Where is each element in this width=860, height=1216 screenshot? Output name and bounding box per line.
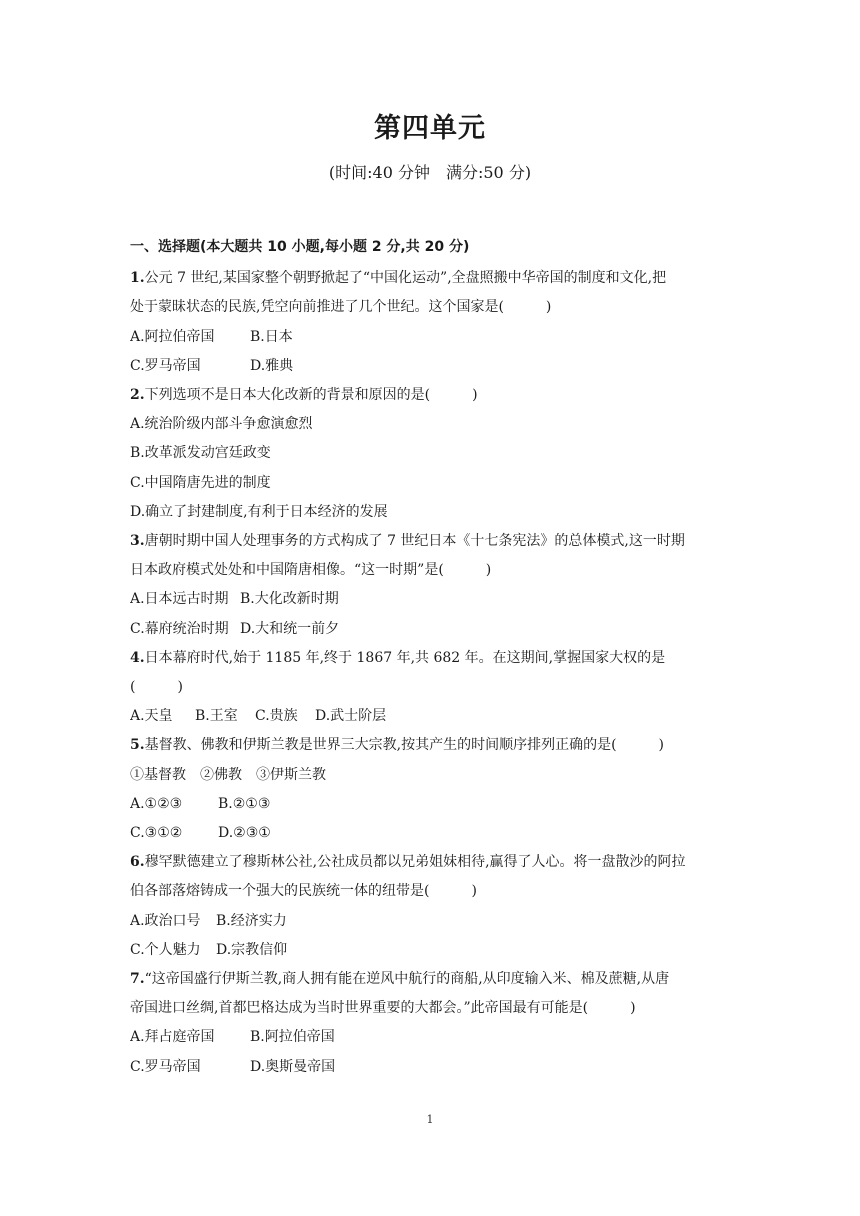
question-1 — [130, 264, 732, 381]
page-number: 1 — [426, 1113, 434, 1126]
question-number: 5. — [130, 737, 145, 754]
page-subtitle: (时间:40 分钟 满分:50 分) — [328, 163, 532, 182]
question-stem-line: “这帝国盛行伊斯兰教,商人拥有能在逆风中航行的商船,从印度输入米、棉及蔗糖,从唐 — [144, 971, 670, 988]
option-d: D.大和统一前夕 — [240, 620, 340, 637]
question-stem-line: ( ) — [130, 679, 183, 696]
question-number: 2. — [130, 387, 145, 404]
question-6 — [130, 848, 732, 965]
option-b: B.②①③ — [218, 795, 271, 812]
question-number: 6. — [130, 854, 145, 871]
question-7 — [130, 965, 732, 1082]
option-d: D.确立了封建制度,有利于日本经济的发展 — [130, 503, 388, 520]
option-a: A.阿拉伯帝国 — [130, 328, 215, 345]
option-a: A.统治阶级内部斗争愈演愈烈 — [130, 416, 313, 433]
question-5 — [130, 731, 732, 848]
question-stem-line: 处于蒙昧状态的民族,凭空向前推进了几个世纪。这个国家是( ) — [130, 299, 552, 316]
option-b: B.大化改新时期 — [240, 591, 339, 608]
option-b: B.经济实力 — [216, 912, 287, 929]
question-stem-line: 穆罕默德建立了穆斯林公社,公社成员都以兄弟姐妹相待,赢得了人心。将一盘散沙的阿拉 — [144, 854, 686, 871]
option-d: D.②③① — [218, 825, 271, 842]
option-c: C.幕府统治时期 — [130, 620, 229, 637]
option-c: C.个人魅力 — [130, 941, 201, 958]
section-heading: 一、选择题(本大题共 10 小题,每小题 2 分,共 20 分) — [130, 239, 470, 255]
option-d: D.宗教信仰 — [216, 941, 288, 958]
option-b: B.日本 — [250, 328, 293, 345]
option-a: A.日本远古时期 — [130, 591, 229, 608]
option-c: C.罗马帝国 — [130, 357, 201, 374]
question-4 — [130, 644, 732, 732]
question-stem-line: 公元 7 世纪,某国家整个朝野掀起了“中国化运动”,全盘照搬中华帝国的制度和文化,把 — [144, 270, 667, 287]
option-a: A.①②③ — [130, 795, 183, 812]
option-c: C.③①② — [130, 825, 183, 842]
option-a: A.拜占庭帝国 — [130, 1029, 215, 1046]
question-number: 3. — [130, 533, 145, 550]
question-stem-line: 下列选项不是日本大化改新的背景和原因的是( ) — [144, 387, 478, 404]
option-c: C.贵族 — [255, 708, 298, 725]
question-stem-line: 日本政府模式处处和中国隋唐相像。“这一时期”是( ) — [130, 562, 492, 579]
option-b: B.王室 — [195, 708, 238, 725]
option-d: D.雅典 — [250, 357, 294, 374]
page-title: 第四单元 — [374, 113, 486, 144]
question-stem-line: 伯各部落熔铸成一个强大的民族统一体的纽带是( ) — [130, 883, 477, 900]
question-stem-line: ①基督教 ②佛教 ③伊斯兰教 — [130, 766, 326, 783]
question-stem-line: 基督教、佛教和伊斯兰教是世界三大宗教,按其产生的时间顺序排列正确的是( ) — [144, 737, 664, 754]
option-b: B.改革派发动宫廷政变 — [130, 445, 271, 462]
option-d: D.武士阶层 — [315, 708, 387, 725]
question-stem-line: 日本幕府时代,始于 1185 年,终于 1867 年,共 682 年。在这期间,掌握国家大权的是 — [144, 649, 666, 666]
option-c: C.罗马帝国 — [130, 1058, 201, 1075]
option-a: A.政治口号 — [130, 912, 201, 929]
question-number: 7. — [130, 971, 145, 988]
option-b: B.阿拉伯帝国 — [250, 1029, 335, 1046]
option-d: D.奥斯曼帝国 — [250, 1058, 336, 1075]
question-number: 1. — [130, 270, 145, 287]
question-3 — [130, 527, 732, 644]
question-number: 4. — [130, 649, 145, 666]
question-content — [130, 233, 732, 1082]
option-a: A.天皇 — [130, 708, 173, 725]
question-2 — [130, 381, 732, 527]
option-c: C.中国隋唐先进的制度 — [130, 474, 271, 491]
question-stem-line: 帝国进口丝绸,首都巴格达成为当时世界重要的大都会。”此帝国最有可能是( ) — [130, 1000, 636, 1017]
question-stem-line: 唐朝时期中国人处理事务的方式构成了 7 世纪日本《十七条宪法》的总体模式,这一时期 — [144, 533, 685, 550]
